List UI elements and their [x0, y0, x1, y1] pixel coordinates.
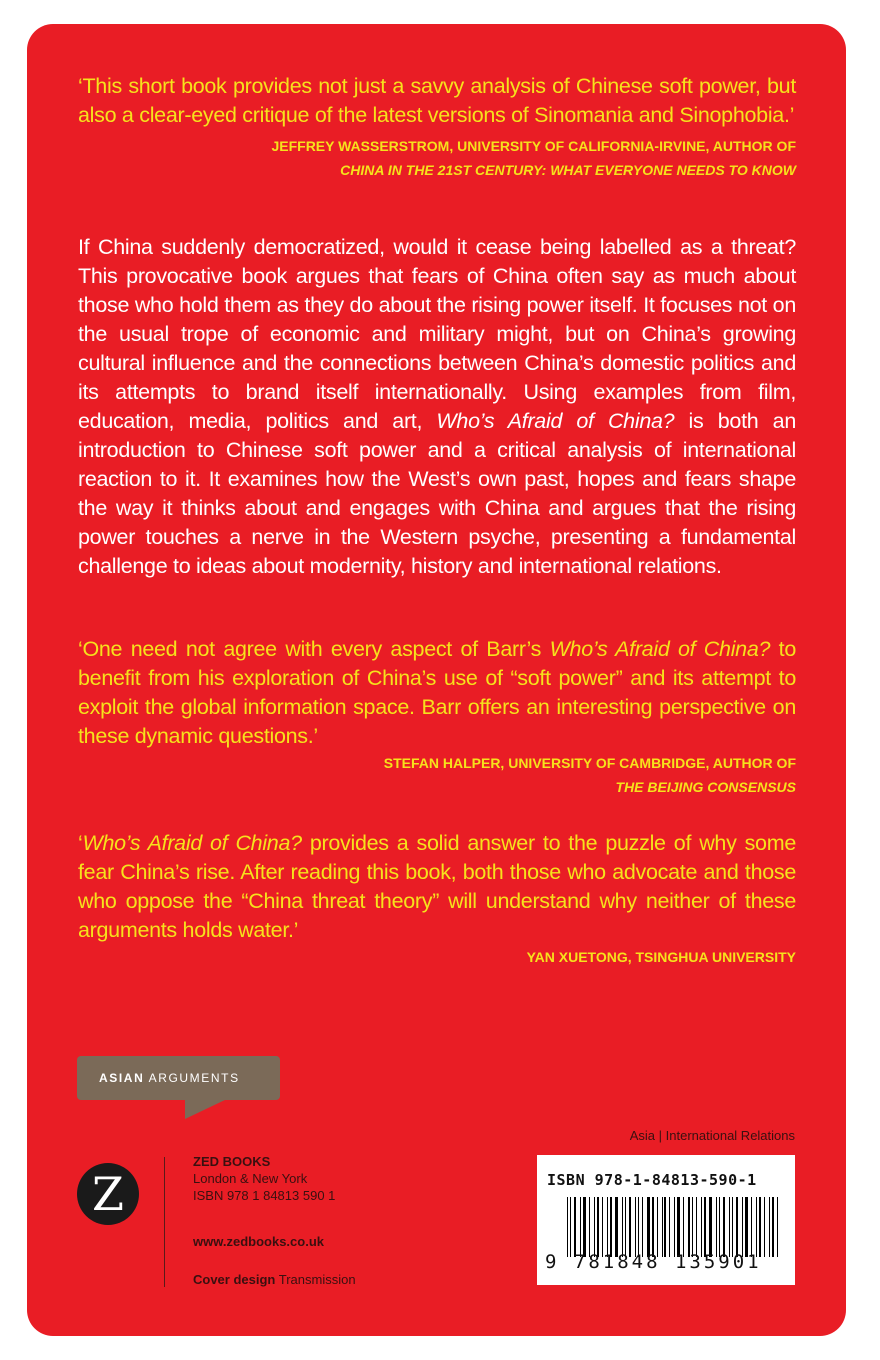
barcode-bar — [769, 1197, 770, 1257]
credit-value: Transmission — [275, 1272, 356, 1287]
attribution-author: STEFAN HALPER, UNIVERSITY OF CAMBRIDGE, AUTHOR OF — [383, 755, 796, 771]
attribution-work: CHINA IN THE 21ST CENTURY: WHAT EVERYONE NEEDS TO KNOW — [340, 162, 796, 178]
barcode-bar — [696, 1197, 697, 1257]
barcode-bar — [657, 1197, 658, 1257]
quote-yan — [78, 829, 796, 969]
quote-text — [78, 635, 796, 751]
barcode-bar — [625, 1197, 626, 1257]
series-name — [99, 1071, 240, 1085]
publisher-website[interactable]: www.zedbooks.co.uk — [193, 1234, 324, 1249]
barcode-bar — [652, 1197, 654, 1257]
barcode-bar — [622, 1197, 623, 1257]
barcode-bars — [567, 1197, 781, 1257]
barcode-bar — [736, 1197, 738, 1257]
isbn-barcode — [537, 1155, 795, 1285]
series-name-bold: ASIAN — [99, 1071, 145, 1085]
subject-categories: Asia | International Relations — [629, 1128, 795, 1143]
series-name-rest: ARGUMENTS — [144, 1071, 240, 1085]
barcode-bar — [597, 1197, 599, 1257]
barcode-bar — [583, 1197, 586, 1257]
book-description — [78, 233, 796, 581]
barcode-bar — [607, 1197, 608, 1257]
barcode-bar — [589, 1197, 590, 1257]
barcode-bar — [677, 1197, 680, 1257]
publisher-location: London & New York — [193, 1171, 308, 1186]
barcode-bar — [723, 1197, 725, 1257]
publisher-info — [193, 1153, 335, 1204]
barcode-bar — [662, 1197, 663, 1257]
barcode-bar — [729, 1197, 730, 1257]
publisher-isbn: ISBN 978 1 84813 590 1 — [193, 1188, 336, 1203]
barcode-bar — [638, 1197, 639, 1257]
barcode-bar — [745, 1197, 748, 1257]
barcode-bar — [756, 1197, 757, 1257]
attribution-author: JEFFREY WASSERSTROM, UNIVERSITY OF CALIFORNIA-IRVINE, AUTHOR OF — [271, 138, 796, 154]
description-text: If China suddenly democratized, would it cease being labelled as a threat? This provocative book argues that fears of China often say as much about those who hold them as they do about the rising power itself. It focuses not on the usual trope of economic and military might, but on China’s growing cultural influence and the connections between China’s domestic politics and its attempts to brand itself internationally. Using examples from film, education, media, politics and art, — [78, 235, 796, 433]
barcode-bar — [594, 1197, 595, 1257]
barcode-bar — [642, 1197, 643, 1257]
barcode-bar — [615, 1197, 618, 1257]
barcode-bar — [664, 1197, 666, 1257]
barcode-bar — [704, 1197, 706, 1257]
quote-title: Who’s Afraid of China? — [549, 637, 771, 661]
quote-text: ‘This short book provides not just a savvy analysis of Chinese soft power, but also a clear-eyed critique of the latest versions of Sinomania and Sinophobia.’ — [78, 74, 796, 127]
barcode-bar — [772, 1197, 774, 1257]
barcode-bar — [719, 1197, 720, 1257]
description-text: is both an introduction to Chinese soft power and a critical analysis of international reaction to it. It examines how the West’s own past, hopes and fears shape the way it thinks about and engages with China and argues that the rising power touches a nerve in the Western psyche, presenting a fundamental challenge to ideas about modernity, history and international relations. — [78, 409, 796, 578]
barcode-bar — [570, 1197, 571, 1257]
barcode-bar — [764, 1197, 765, 1257]
barcode-bar — [709, 1197, 712, 1257]
quote-attribution — [78, 751, 796, 799]
speech-bubble-tail — [185, 1099, 227, 1119]
quote-text-part: ‘ — [78, 831, 83, 855]
quote-text-part: ‘One need not agree with every aspect of Barr’s — [78, 637, 550, 661]
quote-attribution — [78, 134, 796, 182]
barcode-bar — [688, 1197, 690, 1257]
zed-logo: Z — [77, 1163, 139, 1225]
barcode-bar — [692, 1197, 693, 1257]
barcode-bar — [669, 1197, 670, 1257]
barcode-bar — [574, 1197, 576, 1257]
quote-halper — [78, 635, 796, 799]
barcode-bar — [701, 1197, 702, 1257]
barcode-bar — [647, 1197, 650, 1257]
cover-credit — [193, 1271, 356, 1288]
barcode-bar — [742, 1197, 743, 1257]
quote-attribution — [78, 945, 796, 969]
quote-wasserstrom — [78, 72, 796, 182]
divider — [164, 1157, 165, 1287]
barcode-digits: 9 781848 135901 — [545, 1251, 762, 1273]
barcode-bar — [580, 1197, 581, 1257]
attribution-author: YAN XUETONG, TSINGHUA UNIVERSITY — [526, 949, 796, 965]
barcode-bar — [759, 1197, 761, 1257]
attribution-work: THE BEIJING CONSENSUS — [615, 779, 796, 795]
barcode-bar — [629, 1197, 631, 1257]
barcode-bar — [777, 1197, 778, 1257]
barcode-bar — [716, 1197, 717, 1257]
quote-text-part: provides a solid answer to the puzzle of why some fear China’s rise. After reading this book, both those who advocate and those who oppose the “China threat theory” will understand why neither of these arguments holds water.’ — [78, 831, 796, 942]
quote-text — [78, 829, 796, 945]
barcode-bar — [567, 1197, 568, 1257]
barcode-bar — [751, 1197, 752, 1257]
barcode-isbn-label: ISBN 978-1-84813-590-1 — [547, 1171, 757, 1189]
credit-label: Cover design — [193, 1272, 276, 1287]
publisher-name: ZED BOOKS — [193, 1154, 271, 1169]
barcode-bar — [732, 1197, 733, 1257]
barcode-bar — [674, 1197, 675, 1257]
barcode-bar — [683, 1197, 684, 1257]
description-title: Who’s Afraid of China? — [436, 409, 675, 433]
barcode-bar — [602, 1197, 603, 1257]
quote-text-part: to benefit from his exploration of China’s use of “soft power” and its attempt to exploit the global information space. Barr offers an interesting perspective on these dynamic questions.’ — [78, 637, 796, 748]
quote-title: Who’s Afraid of China? — [82, 831, 302, 855]
series-badge — [77, 1056, 280, 1100]
barcode-bar — [635, 1197, 636, 1257]
barcode-bar — [610, 1197, 612, 1257]
